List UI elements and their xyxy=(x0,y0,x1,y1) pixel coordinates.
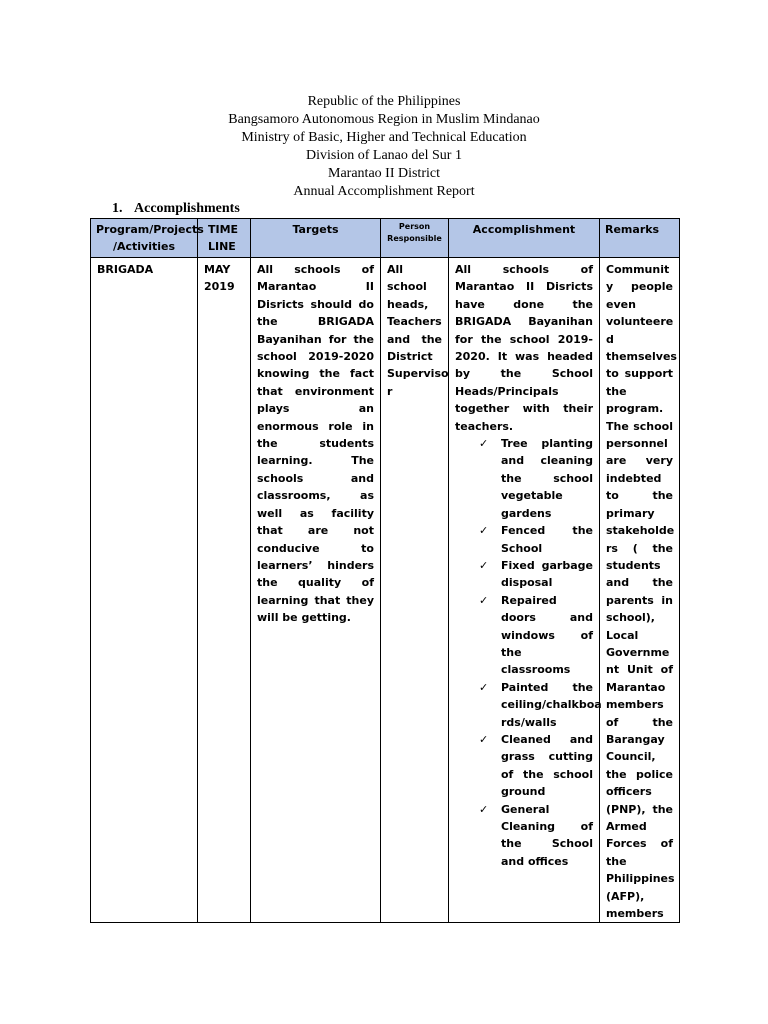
cell-person-responsible: All school heads, Teachers and the District Superviso r xyxy=(381,258,449,923)
header-accomplishment: Accomplishment xyxy=(449,219,600,258)
section-number: 1. xyxy=(112,201,123,216)
table-header-row xyxy=(91,219,680,258)
check-icon: ✓ xyxy=(479,437,489,451)
list-item: ✓ Fenced the School xyxy=(479,524,593,555)
list-item: ✓ Painted the ceiling/chalkboa rds/walls xyxy=(479,680,602,729)
header-line-district: Marantao II District xyxy=(328,166,440,181)
accomplishment-intro: All schools of Marantao II Disricts have done the BRIGADA Bayanihan for the school 2019-2020. It was headed by the School Heads/Principals together with their teachers. xyxy=(455,263,593,433)
header-program: Program/Projects /Activities xyxy=(91,219,198,258)
header-line-ministry: Ministry of Basic, Higher and Technical Education xyxy=(241,130,527,145)
cell-accomplishment xyxy=(449,258,600,923)
section-heading xyxy=(112,200,240,218)
accomplishment-list xyxy=(455,435,602,870)
cell-targets: All schools of Marantao II Disricts should do the BRIGADA Bayanihan for the school 2019-2020 knowing the fact that environment plays an enormous role in the students learning. The schools and classrooms, as well as facility that are not conducive to learners’ hinders the quality of learning that they will be getting. xyxy=(251,258,381,923)
list-item: ✓ General Cleaning of the School and offices xyxy=(479,802,593,868)
check-icon: ✓ xyxy=(479,524,489,538)
header-timeline: TIME LINE xyxy=(198,219,251,258)
accomplishment-table xyxy=(90,218,680,923)
section-title: Accomplishments xyxy=(134,201,240,216)
header-remarks: Remarks xyxy=(600,219,680,258)
list-item: ✓ Cleaned and grass cutting of the school ground xyxy=(479,732,593,799)
header-targets: Targets xyxy=(251,219,381,258)
list-item: ✓ Repaired doors and windows of the classrooms xyxy=(479,593,593,677)
check-icon: ✓ xyxy=(479,802,489,816)
table-row xyxy=(91,258,680,923)
check-icon: ✓ xyxy=(479,680,489,694)
header-person-responsible: Person Responsible xyxy=(381,219,449,258)
document-header xyxy=(0,93,768,201)
list-item: ✓ Tree planting and cleaning the school vegetable gardens xyxy=(479,437,593,520)
cell-remarks: Communit y people even volunteere d themselves to support the program. The school personnel are very indebted to the primary stakeholde rs ( the students and the parents in school), Local Governme nt Unit of Marantao members of the Barangay Council, the police officers (PNP), the Armed Forces of the Philippines (AFP), members xyxy=(600,258,680,923)
header-line-republic: Republic of the Philippines xyxy=(307,94,461,109)
header-line-division: Division of Lanao del Sur 1 xyxy=(306,148,462,163)
check-icon: ✓ xyxy=(479,558,489,572)
check-icon: ✓ xyxy=(479,593,489,607)
list-item: ✓ Fixed garbage disposal xyxy=(479,558,593,590)
check-icon: ✓ xyxy=(479,732,489,746)
cell-program: BRIGADA xyxy=(91,258,198,923)
cell-timeline: MAY 2019 xyxy=(198,258,251,923)
header-line-region: Bangsamoro Autonomous Region in Muslim Mindanao xyxy=(228,112,540,127)
header-line-report-title: Annual Accomplishment Report xyxy=(293,184,475,199)
